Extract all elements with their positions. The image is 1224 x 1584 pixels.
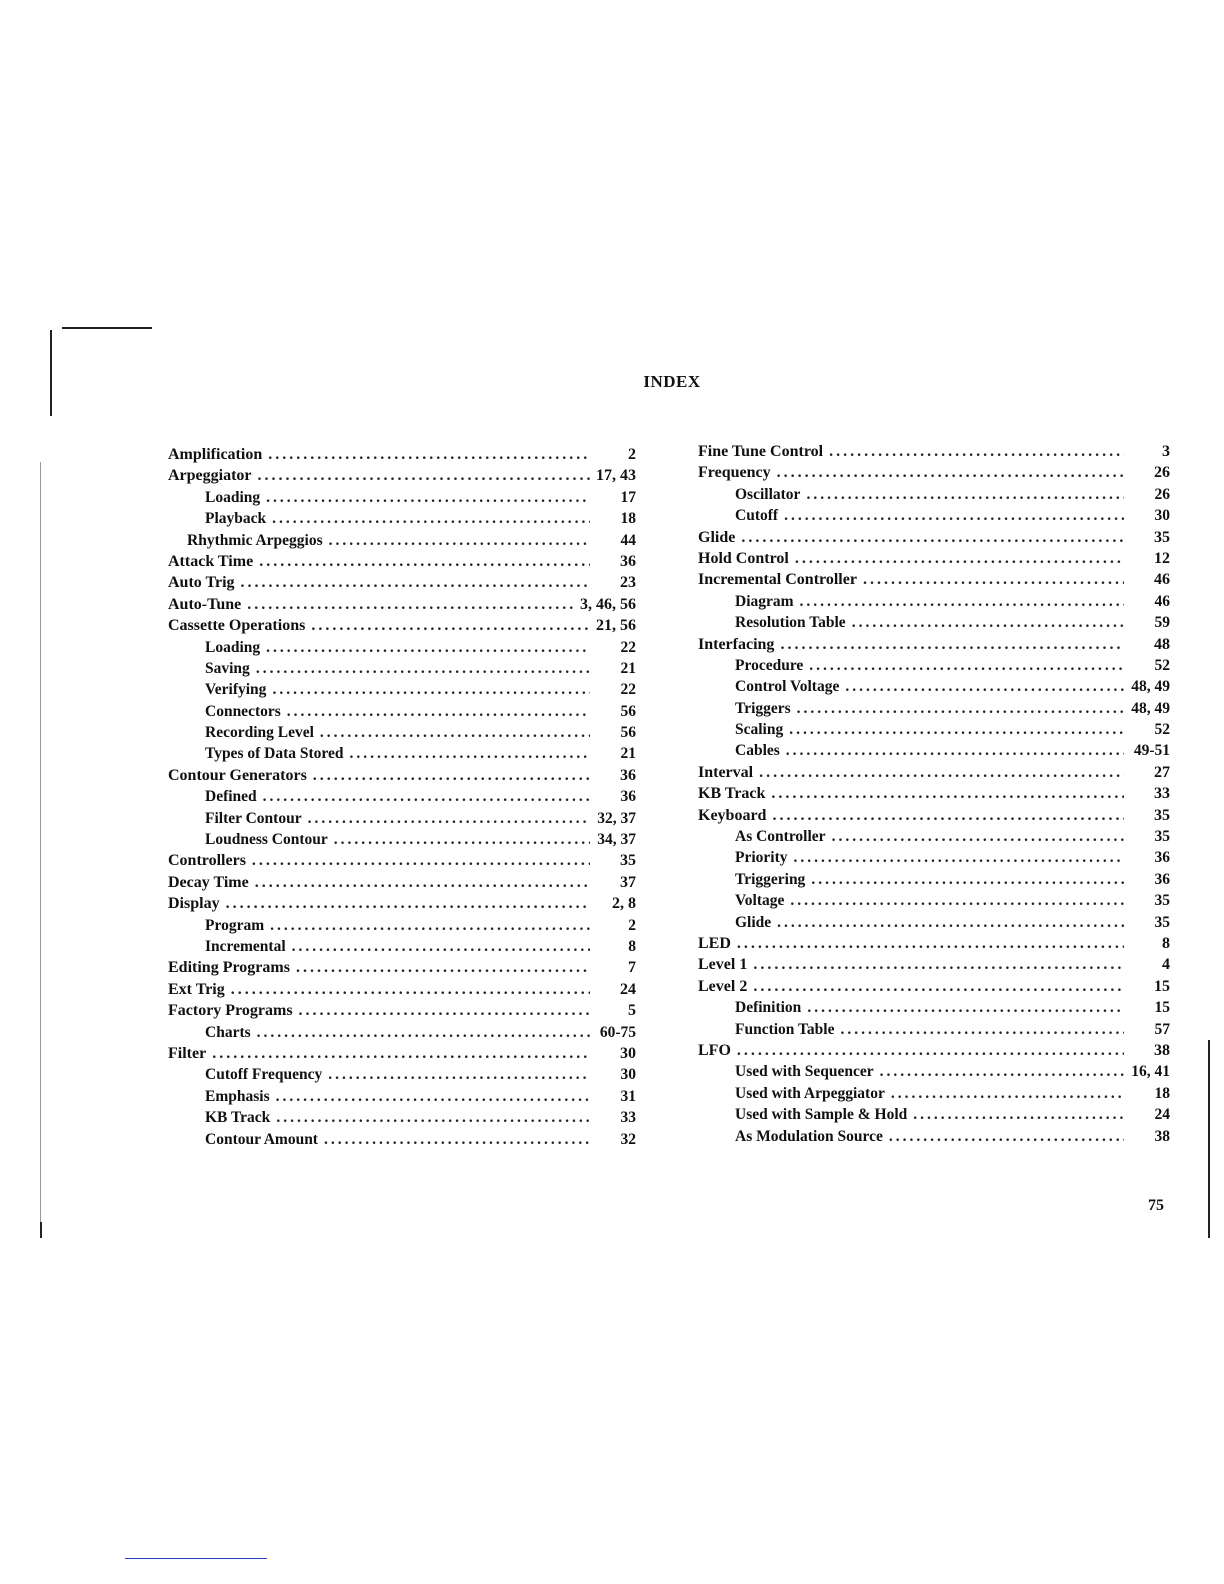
index-entry bbox=[698, 869, 1170, 890]
index-term: Loading bbox=[205, 488, 261, 506]
leader-dots bbox=[891, 1083, 1124, 1104]
leader-dots bbox=[753, 954, 1124, 975]
index-entry bbox=[698, 591, 1170, 612]
leader-dots bbox=[841, 1019, 1125, 1040]
index-entry bbox=[168, 572, 636, 593]
index-term: Attack Time bbox=[168, 552, 254, 570]
index-page-ref: 48, 49 bbox=[1131, 699, 1170, 717]
index-page-ref: 2, 8 bbox=[612, 895, 636, 913]
index-page-ref: 38 bbox=[1154, 1127, 1170, 1145]
index-entry bbox=[168, 850, 636, 871]
leader-dots bbox=[268, 444, 590, 465]
index-entry bbox=[698, 1061, 1170, 1082]
leader-dots bbox=[272, 508, 590, 529]
index-page-ref: 59 bbox=[1154, 614, 1170, 632]
index-entry bbox=[168, 1022, 636, 1043]
index-term: Oscillator bbox=[735, 485, 801, 503]
leader-dots bbox=[772, 805, 1124, 826]
index-page-ref: 35 bbox=[1154, 828, 1170, 846]
index-page-ref: 21, 56 bbox=[596, 617, 636, 635]
index-entry bbox=[168, 444, 636, 465]
index-page-ref: 23 bbox=[620, 574, 636, 592]
index-entry bbox=[698, 1104, 1170, 1125]
leader-dots bbox=[272, 679, 590, 700]
index-page-ref: 36 bbox=[1154, 870, 1170, 888]
leader-dots bbox=[789, 719, 1124, 740]
leader-dots bbox=[737, 1040, 1124, 1061]
index-page-ref: 21 bbox=[620, 659, 636, 677]
index-page-ref: 48 bbox=[1154, 635, 1170, 653]
index-term: Resolution Table bbox=[735, 614, 846, 632]
index-page-ref: 2 bbox=[628, 446, 636, 463]
index-entry bbox=[168, 786, 636, 807]
index-term: Rhythmic Arpeggios bbox=[187, 531, 323, 549]
scan-edge-line-top bbox=[62, 327, 152, 329]
index-entry bbox=[698, 527, 1170, 548]
index-entry bbox=[168, 872, 636, 893]
index-entry bbox=[168, 615, 636, 636]
index-term: Used with Arpeggiator bbox=[735, 1084, 885, 1102]
index-entry bbox=[168, 722, 636, 743]
index-term: Keyboard bbox=[698, 806, 767, 824]
index-page-ref: 46 bbox=[1154, 571, 1170, 589]
leader-dots bbox=[797, 698, 1124, 719]
index-term: Filter bbox=[168, 1044, 207, 1062]
index-page-ref: 35 bbox=[1154, 892, 1170, 910]
index-term: Saving bbox=[205, 659, 250, 677]
index-entry bbox=[168, 658, 636, 679]
index-term: Types of Data Stored bbox=[205, 745, 344, 763]
index-entry bbox=[698, 676, 1170, 697]
index-entry bbox=[168, 893, 636, 914]
scan-edge-tick bbox=[40, 1222, 42, 1238]
index-term: Connectors bbox=[205, 702, 281, 720]
leader-dots bbox=[292, 936, 590, 957]
leader-dots bbox=[737, 933, 1124, 954]
index-term: Definition bbox=[735, 999, 802, 1017]
index-entry bbox=[698, 698, 1170, 719]
leader-dots bbox=[313, 765, 590, 786]
index-page-ref: 37 bbox=[620, 873, 636, 891]
index-page-ref: 32 bbox=[620, 1130, 636, 1148]
leader-dots bbox=[266, 637, 590, 658]
index-entry bbox=[698, 826, 1170, 847]
index-entry bbox=[168, 765, 636, 786]
leader-dots bbox=[296, 957, 590, 978]
index-page-ref: 22 bbox=[620, 638, 636, 656]
index-page-ref: 31 bbox=[620, 1087, 636, 1105]
leader-dots bbox=[258, 465, 590, 486]
index-entry bbox=[698, 954, 1170, 975]
index-term: As Modulation Source bbox=[735, 1127, 883, 1145]
leader-dots bbox=[226, 893, 590, 914]
index-entry bbox=[698, 740, 1170, 761]
index-entry bbox=[168, 1043, 636, 1064]
index-page-ref: 18 bbox=[620, 510, 636, 528]
index-entry bbox=[168, 957, 636, 978]
index-page-ref: 21 bbox=[620, 745, 636, 763]
index-term: Incremental Controller bbox=[698, 571, 857, 589]
leader-dots bbox=[270, 915, 590, 936]
index-page-ref: 17, 43 bbox=[596, 467, 636, 485]
leader-dots bbox=[328, 1064, 590, 1085]
leader-dots bbox=[889, 1126, 1124, 1147]
index-term: As Controller bbox=[735, 828, 826, 846]
index-entry bbox=[698, 484, 1170, 505]
index-page-ref: 48, 49 bbox=[1131, 678, 1170, 696]
leader-dots bbox=[287, 701, 590, 722]
index-page-ref: 26 bbox=[1154, 485, 1170, 503]
index-term: Charts bbox=[205, 1023, 251, 1041]
index-page-ref: 36 bbox=[620, 788, 636, 806]
leader-dots bbox=[231, 979, 590, 1000]
index-term: Contour Generators bbox=[168, 766, 307, 784]
index-page-ref: 38 bbox=[1154, 1041, 1170, 1059]
leader-dots bbox=[794, 847, 1124, 868]
index-term: Function Table bbox=[735, 1020, 835, 1038]
leader-dots bbox=[880, 1061, 1124, 1082]
index-page-ref: 57 bbox=[1154, 1020, 1170, 1038]
index-term: Glide bbox=[735, 913, 772, 931]
index-term: Program bbox=[205, 916, 265, 934]
index-term: Scaling bbox=[735, 721, 784, 739]
index-term: Loudness Contour bbox=[205, 831, 328, 849]
index-term: Defined bbox=[205, 788, 257, 806]
leader-dots bbox=[777, 912, 1124, 933]
index-term: LED bbox=[698, 934, 731, 952]
index-entry bbox=[698, 441, 1170, 462]
index-page-ref: 56 bbox=[620, 724, 636, 742]
leader-dots bbox=[256, 658, 590, 679]
index-page-ref: 15 bbox=[1154, 977, 1170, 995]
index-entry bbox=[698, 1083, 1170, 1104]
index-entry bbox=[168, 679, 636, 700]
index-term: KB Track bbox=[205, 1109, 271, 1127]
leader-dots bbox=[334, 829, 590, 850]
index-term: Diagram bbox=[735, 592, 794, 610]
leader-dots bbox=[741, 527, 1124, 548]
index-entry bbox=[698, 933, 1170, 954]
index-page-ref: 8 bbox=[628, 937, 636, 955]
index-page-ref: 5 bbox=[628, 1002, 636, 1020]
index-entry bbox=[698, 612, 1170, 633]
index-term: Auto-Tune bbox=[168, 595, 242, 613]
index-entry bbox=[168, 1086, 636, 1107]
index-term: Voltage bbox=[735, 892, 785, 910]
index-term: Loading bbox=[205, 638, 261, 656]
index-entry bbox=[168, 508, 636, 529]
index-page-ref: 7 bbox=[628, 959, 636, 977]
index-term: LFO bbox=[698, 1041, 731, 1059]
index-entry bbox=[698, 1040, 1170, 1061]
index-page-ref: 52 bbox=[1154, 656, 1170, 674]
index-page-ref: 26 bbox=[1154, 464, 1170, 482]
leader-dots bbox=[777, 462, 1124, 483]
leader-dots bbox=[800, 591, 1124, 612]
index-term: Auto Trig bbox=[168, 574, 235, 592]
index-term: Factory Programs bbox=[168, 1002, 293, 1020]
leader-dots bbox=[276, 1107, 590, 1128]
index-term: Cables bbox=[735, 742, 780, 760]
index-term: Used with Sample & Hold bbox=[735, 1106, 908, 1124]
index-page-ref: 30 bbox=[620, 1044, 636, 1062]
index-term: Contour Amount bbox=[205, 1130, 318, 1148]
leader-dots bbox=[795, 548, 1124, 569]
index-term: Arpeggiator bbox=[168, 467, 252, 485]
index-term: Cassette Operations bbox=[168, 617, 306, 635]
index-term: Editing Programs bbox=[168, 959, 290, 977]
leader-dots bbox=[266, 487, 590, 508]
index-entry bbox=[698, 783, 1170, 804]
index-page-ref: 35 bbox=[1154, 528, 1170, 546]
index-page-ref: 32, 37 bbox=[597, 809, 636, 827]
index-entry bbox=[698, 1126, 1170, 1147]
leader-dots bbox=[845, 676, 1124, 697]
index-page-ref: 30 bbox=[620, 1066, 636, 1084]
index-entry bbox=[698, 634, 1170, 655]
index-term: Interval bbox=[698, 763, 754, 781]
index-page-ref: 24 bbox=[620, 980, 636, 998]
index-page-ref: 16, 41 bbox=[1131, 1063, 1170, 1081]
index-entry bbox=[698, 805, 1170, 826]
index-entry bbox=[168, 1064, 636, 1085]
index-entry bbox=[168, 936, 636, 957]
scan-edge-line-left-lower bbox=[40, 462, 41, 1232]
index-term: Verifying bbox=[205, 681, 267, 699]
index-term: Triggers bbox=[735, 699, 791, 717]
index-term: Decay Time bbox=[168, 873, 249, 891]
index-page-ref: 36 bbox=[1154, 849, 1170, 867]
leader-dots bbox=[806, 484, 1124, 505]
index-page-ref: 12 bbox=[1154, 549, 1170, 567]
index-page-ref: 35 bbox=[1154, 806, 1170, 824]
index-entry bbox=[168, 487, 636, 508]
leader-dots bbox=[811, 869, 1124, 890]
index-term: Recording Level bbox=[205, 724, 314, 742]
index-term: Triggering bbox=[735, 870, 806, 888]
index-page-ref: 2 bbox=[628, 916, 636, 934]
index-entry bbox=[168, 594, 636, 615]
leader-dots bbox=[324, 1129, 590, 1150]
index-term: Filter Contour bbox=[205, 809, 302, 827]
index-entry bbox=[698, 1019, 1170, 1040]
index-term: Amplification bbox=[168, 446, 263, 463]
index-column-right bbox=[698, 441, 1170, 1147]
index-page-ref: 36 bbox=[620, 766, 636, 784]
index-page-ref: 3, 46, 56 bbox=[580, 595, 636, 613]
leader-dots bbox=[212, 1043, 590, 1064]
index-page-ref: 34, 37 bbox=[597, 831, 636, 849]
index-page-ref: 27 bbox=[1154, 763, 1170, 781]
leader-dots bbox=[255, 872, 590, 893]
leader-dots bbox=[863, 569, 1124, 590]
leader-dots bbox=[753, 976, 1124, 997]
leader-dots bbox=[259, 551, 590, 572]
index-page-ref: 33 bbox=[1154, 785, 1170, 803]
index-column-left bbox=[168, 444, 636, 1150]
index-term: Frequency bbox=[698, 464, 771, 482]
index-page-ref: 44 bbox=[620, 531, 636, 549]
index-entry bbox=[698, 462, 1170, 483]
index-entry bbox=[698, 847, 1170, 868]
index-term: Priority bbox=[735, 849, 788, 867]
index-term: Hold Control bbox=[698, 549, 789, 567]
index-entry bbox=[698, 912, 1170, 933]
leader-dots bbox=[241, 572, 590, 593]
leader-dots bbox=[311, 615, 590, 636]
index-page-ref: 35 bbox=[1154, 913, 1170, 931]
index-page-ref: 17 bbox=[620, 488, 636, 506]
index-term: Cutoff bbox=[735, 507, 779, 525]
scan-edge-line-right bbox=[1208, 1040, 1210, 1238]
leader-dots bbox=[829, 441, 1124, 462]
index-entry bbox=[168, 1107, 636, 1128]
index-term: Interfacing bbox=[698, 635, 775, 653]
index-page-ref: 46 bbox=[1154, 592, 1170, 610]
index-entry bbox=[698, 762, 1170, 783]
leader-dots bbox=[786, 740, 1124, 761]
leader-dots bbox=[263, 786, 590, 807]
index-term: Fine Tune Control bbox=[698, 443, 824, 460]
index-entry bbox=[168, 808, 636, 829]
index-term: Glide bbox=[698, 528, 736, 546]
index-entry bbox=[168, 637, 636, 658]
index-entry bbox=[698, 997, 1170, 1018]
index-entry bbox=[168, 465, 636, 486]
leader-dots bbox=[299, 1000, 590, 1021]
index-term: Procedure bbox=[735, 656, 804, 674]
index-entry bbox=[698, 548, 1170, 569]
leader-dots bbox=[771, 783, 1124, 804]
leader-dots bbox=[913, 1104, 1124, 1125]
index-entry bbox=[168, 829, 636, 850]
index-term: Emphasis bbox=[205, 1087, 270, 1105]
index-page-ref: 8 bbox=[1162, 934, 1170, 952]
index-entry bbox=[168, 1129, 636, 1150]
leader-dots bbox=[276, 1086, 590, 1107]
index-term: KB Track bbox=[698, 785, 766, 803]
index-entry bbox=[698, 976, 1170, 997]
leader-dots bbox=[247, 594, 574, 615]
index-term: Ext Trig bbox=[168, 980, 225, 998]
index-page-ref: 3 bbox=[1162, 443, 1170, 460]
page-title: INDEX bbox=[643, 372, 701, 391]
footnote-rule bbox=[125, 1558, 267, 1559]
index-entry bbox=[698, 569, 1170, 590]
index-entry bbox=[698, 505, 1170, 526]
index-page-ref: 60-75 bbox=[599, 1023, 636, 1041]
index-entry bbox=[168, 1000, 636, 1021]
leader-dots bbox=[329, 530, 590, 551]
index-entry bbox=[168, 701, 636, 722]
leader-dots bbox=[790, 890, 1124, 911]
index-page-ref: 22 bbox=[620, 681, 636, 699]
leader-dots bbox=[807, 997, 1124, 1018]
index-term: Playback bbox=[205, 510, 267, 528]
index-entry bbox=[698, 890, 1170, 911]
index-page-ref: 52 bbox=[1154, 721, 1170, 739]
leader-dots bbox=[257, 1022, 590, 1043]
index-entry bbox=[168, 743, 636, 764]
leader-dots bbox=[780, 634, 1124, 655]
leader-dots bbox=[852, 612, 1124, 633]
page-number: 75 bbox=[1148, 1197, 1164, 1214]
index-term: Cutoff Frequency bbox=[205, 1066, 323, 1084]
index-page-ref: 33 bbox=[620, 1109, 636, 1127]
index-term: Controllers bbox=[168, 852, 246, 870]
index-page-ref: 18 bbox=[1154, 1084, 1170, 1102]
index-term: Used with Sequencer bbox=[735, 1063, 874, 1081]
leader-dots bbox=[350, 743, 591, 764]
leader-dots bbox=[759, 762, 1124, 783]
index-term: Incremental bbox=[205, 937, 286, 955]
index-term: Level 2 bbox=[698, 977, 748, 995]
leader-dots bbox=[832, 826, 1124, 847]
index-page-ref: 24 bbox=[1154, 1106, 1170, 1124]
leader-dots bbox=[809, 655, 1124, 676]
index-entry bbox=[168, 530, 636, 551]
index-term: Level 1 bbox=[698, 956, 748, 974]
index-entry bbox=[168, 915, 636, 936]
leader-dots bbox=[252, 850, 590, 871]
index-entry bbox=[168, 551, 636, 572]
index-entry bbox=[698, 719, 1170, 740]
index-term: Control Voltage bbox=[735, 678, 840, 696]
index-page-ref: 15 bbox=[1154, 999, 1170, 1017]
index-page-ref: 30 bbox=[1154, 507, 1170, 525]
leader-dots bbox=[320, 722, 590, 743]
index-page-ref: 35 bbox=[620, 852, 636, 870]
index-entry bbox=[168, 979, 636, 1000]
index-term: Display bbox=[168, 895, 220, 913]
index-entry bbox=[698, 655, 1170, 676]
index-page-ref: 36 bbox=[620, 552, 636, 570]
leader-dots bbox=[784, 505, 1124, 526]
index-page-ref: 49-51 bbox=[1133, 742, 1170, 760]
leader-dots bbox=[308, 808, 590, 829]
index-page-ref: 56 bbox=[620, 702, 636, 720]
index-page-ref: 4 bbox=[1162, 956, 1170, 974]
